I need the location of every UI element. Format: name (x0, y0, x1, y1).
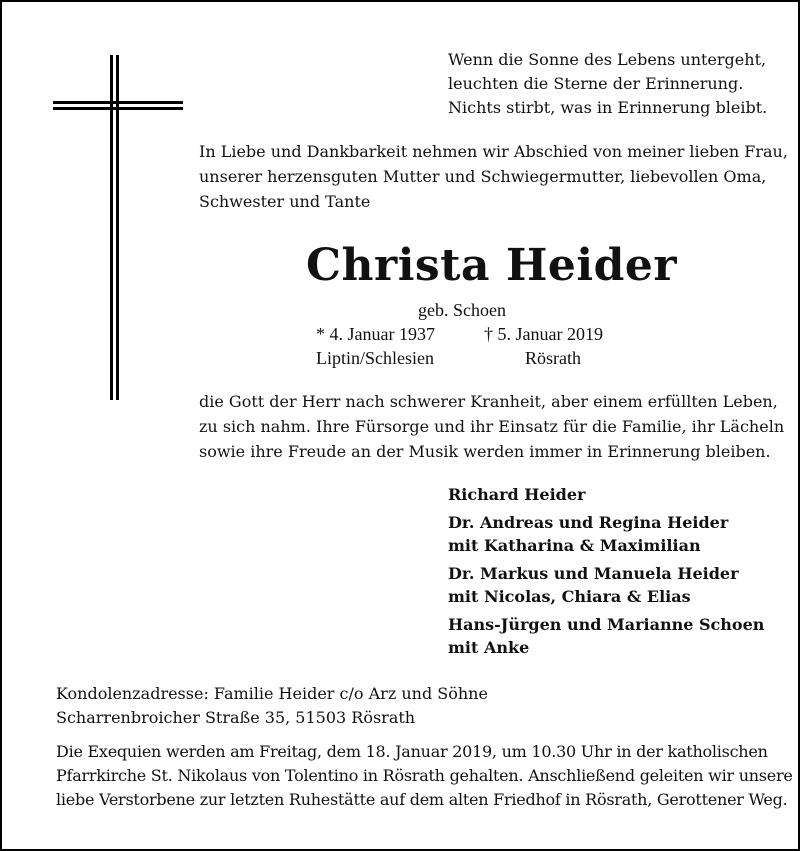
intro-line: In Liebe und Dankbarkeit nehmen wir Abschied von meiner lieben Frau, (199, 142, 788, 161)
cross-horizontal-bar (53, 101, 183, 104)
birth-date: * 4. Januar 1937 (316, 324, 435, 344)
funeral-line: Pfarrkirche St. Nikolaus von Tolentino in Rösrath gehalten. Anschließend geleiten wir unsere (56, 766, 793, 785)
body-line: die Gott der Herr nach schwerer Kranheit, aber einem erfüllten Leben, (199, 392, 778, 411)
condolence-line: Scharrenbroicher Straße 35, 51503 Rösrath (56, 708, 416, 727)
deceased-name: Christa Heider (306, 240, 678, 291)
mourner-name: mit Katharina & Maximilian (448, 536, 701, 555)
cross-horizontal-bar (53, 107, 183, 110)
condolence-line: Kondolenzadresse: Familie Heider c/o Arz und Söhne (56, 684, 488, 703)
mourner-name: Dr. Andreas und Regina Heider (448, 513, 729, 532)
intro-line: unserer herzensguten Mutter und Schwiegermutter, liebevollen Oma, (199, 167, 767, 186)
funeral-line: Die Exequien werden am Freitag, dem 18. Januar 2019, um 10.30 Uhr in der katholischen (56, 742, 768, 761)
poem-line: leuchten die Sterne der Erinnerung. (448, 74, 744, 93)
poem-line: Nichts stirbt, was in Erinnerung bleibt. (448, 98, 768, 117)
mourner-name: mit Nicolas, Chiara & Elias (448, 587, 691, 606)
intro-line: Schwester und Tante (199, 192, 371, 211)
death-date: † 5. Januar 2019 (484, 324, 603, 344)
funeral-line: liebe Verstorbene zur letzten Ruhestätte auf dem alten Friedhof in Rösrath, Gerottener Weg. (56, 790, 788, 809)
poem-line: Wenn die Sonne des Lebens untergeht, (448, 50, 767, 69)
mourner-name: mit Anke (448, 638, 530, 657)
mourner-name: Dr. Markus und Manuela Heider (448, 564, 739, 583)
mourner-name: Richard Heider (448, 485, 586, 504)
maiden-name: geb. Schoen (418, 300, 506, 320)
mourner-name: Hans-Jürgen und Marianne Schoen (448, 615, 765, 634)
body-line: sowie ihre Freude an der Musik werden immer in Erinnerung bleiben. (199, 442, 771, 461)
body-line: zu sich nahm. Ihre Fürsorge und ihr Einsatz für die Familie, ihr Lächeln (199, 417, 785, 436)
death-place: Rösrath (525, 348, 581, 368)
birth-place: Liptin/Schlesien (316, 348, 434, 368)
